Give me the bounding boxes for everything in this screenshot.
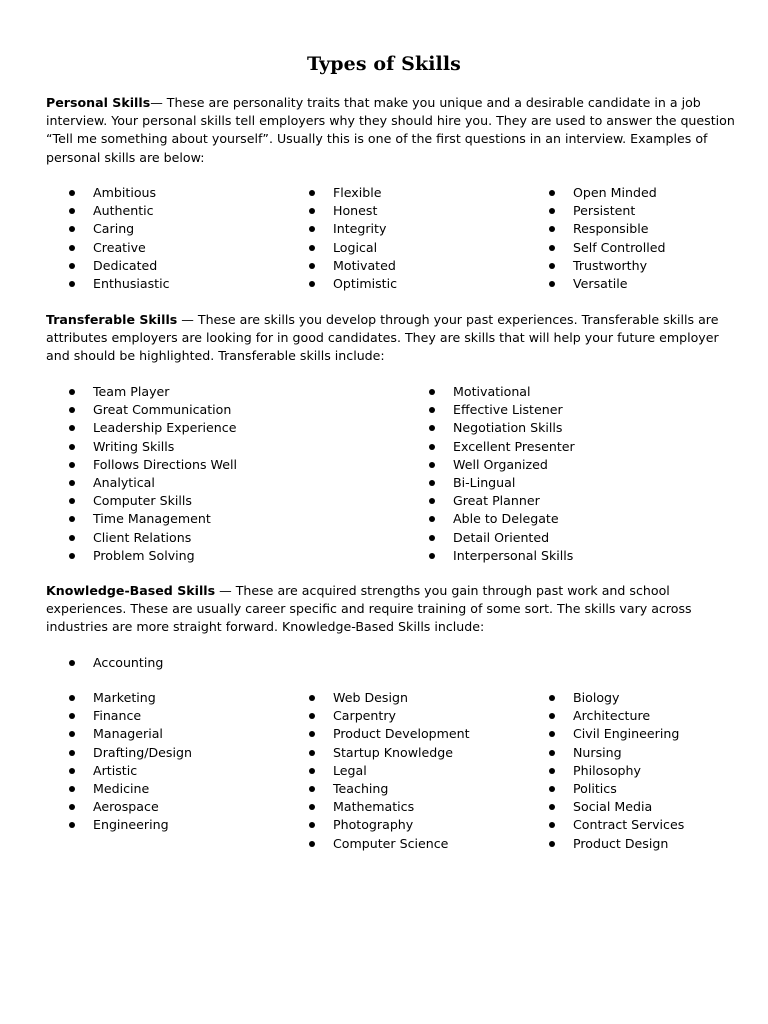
list-item: Photography: [309, 816, 470, 834]
list-item: Optimistic: [309, 275, 397, 293]
list-item: Team Player: [69, 383, 237, 401]
list-item: Creative: [69, 239, 170, 257]
list-item: Finance: [69, 707, 192, 725]
list-item: Analytical: [69, 474, 237, 492]
list-item: Nursing: [549, 744, 684, 762]
list-item: Authentic: [69, 202, 170, 220]
page-title: Types of Skills: [307, 53, 461, 75]
list-item: Great Planner: [429, 492, 575, 510]
personal-skills-paragraph: [46, 94, 736, 167]
list-item: Client Relations: [69, 529, 237, 547]
list-item: Marketing: [69, 689, 192, 707]
list-item: Interpersonal Skills: [429, 547, 575, 565]
list-item: Leadership Experience: [69, 419, 237, 437]
personal-skills-list-col-2: [309, 184, 397, 293]
list-item: Civil Engineering: [549, 725, 684, 743]
list-item: Computer Skills: [69, 492, 237, 510]
knowledge-skills-list-col-1: [69, 689, 192, 835]
list-item: Problem Solving: [69, 547, 237, 565]
list-item: Medicine: [69, 780, 192, 798]
list-item: Artistic: [69, 762, 192, 780]
list-item: Responsible: [549, 220, 665, 238]
list-item: Motivated: [309, 257, 397, 275]
list-item: Caring: [69, 220, 170, 238]
transferable-skills-paragraph: [46, 311, 736, 366]
list-item: Honest: [309, 202, 397, 220]
knowledge-skills-heading: Knowledge-Based Skills: [46, 583, 216, 598]
list-item: Legal: [309, 762, 470, 780]
list-item: Aerospace: [69, 798, 192, 816]
personal-skills-heading: Personal Skills: [46, 95, 151, 110]
knowledge-skills-list-col-2: [309, 689, 470, 853]
list-item: Negotiation Skills: [429, 419, 575, 437]
list-item: Time Management: [69, 510, 237, 528]
knowledge-skills-text: These are acquired strengths you gain through past work and school experiences. These are usually career specific and require training of some sort. The skills vary across industries are more straight forward. Knowledge-Based Skills include:: [46, 583, 692, 635]
transferable-skills-list-col-1: [69, 383, 237, 565]
list-item: Integrity: [309, 220, 397, 238]
list-item: Effective Listener: [429, 401, 575, 419]
list-item: Excellent Presenter: [429, 438, 575, 456]
list-item: Follows Directions Well: [69, 456, 237, 474]
personal-skills-dash: —: [150, 95, 167, 110]
knowledge-skills-list-single: [69, 654, 163, 672]
list-item: Enthusiastic: [69, 275, 170, 293]
knowledge-skills-list-col-3: [549, 689, 684, 853]
transferable-skills-dash: —: [177, 312, 198, 327]
list-item: Versatile: [549, 275, 665, 293]
list-item: Politics: [549, 780, 684, 798]
list-item: Web Design: [309, 689, 470, 707]
list-item: Bi-Lingual: [429, 474, 575, 492]
list-item: Persistent: [549, 202, 665, 220]
list-item: Mathematics: [309, 798, 470, 816]
list-item: Writing Skills: [69, 438, 237, 456]
list-item: Product Development: [309, 725, 470, 743]
personal-skills-list-col-3: [549, 184, 665, 293]
knowledge-skills-paragraph: [46, 582, 736, 637]
list-item: Ambitious: [69, 184, 170, 202]
list-item: Product Design: [549, 835, 684, 853]
list-item: Open Minded: [549, 184, 665, 202]
list-item: Flexible: [309, 184, 397, 202]
list-item: Logical: [309, 239, 397, 257]
list-item: Carpentry: [309, 707, 470, 725]
list-item: Philosophy: [549, 762, 684, 780]
list-item: Biology: [549, 689, 684, 707]
list-item: Teaching: [309, 780, 470, 798]
transferable-skills-text: These are skills you develop through your past experiences. Transferable skills are attributes employers are looking for in good candidates. They are skills that will help your future employer and should be highlighted. Transferable skills include:: [46, 312, 719, 364]
list-item: Contract Services: [549, 816, 684, 834]
list-item: Managerial: [69, 725, 192, 743]
list-item: Computer Science: [309, 835, 470, 853]
list-item: Startup Knowledge: [309, 744, 470, 762]
transferable-skills-heading: Transferable Skills: [46, 312, 178, 327]
list-item: Motivational: [429, 383, 575, 401]
list-item: Self Controlled: [549, 239, 665, 257]
personal-skills-list-col-1: [69, 184, 170, 293]
list-item: Engineering: [69, 816, 192, 834]
list-item: Well Organized: [429, 456, 575, 474]
list-item: Social Media: [549, 798, 684, 816]
list-item: Detail Oriented: [429, 529, 575, 547]
list-item: Dedicated: [69, 257, 170, 275]
transferable-skills-list-col-2: [429, 383, 575, 565]
list-item: Trustworthy: [549, 257, 665, 275]
list-item: Accounting: [69, 654, 163, 672]
list-item: Able to Delegate: [429, 510, 575, 528]
list-item: Great Communication: [69, 401, 237, 419]
list-item: Architecture: [549, 707, 684, 725]
list-item: Drafting/Design: [69, 744, 192, 762]
personal-skills-text: These are personality traits that make you unique and a desirable candidate in a job interview. Your personal skills tell employers why they should hire you. They are used to answer the question “Tell me something about yourself”. Usually this is one of the first questions in an interview. Examples of personal skills are below:: [46, 95, 735, 165]
knowledge-skills-dash: —: [215, 583, 236, 598]
